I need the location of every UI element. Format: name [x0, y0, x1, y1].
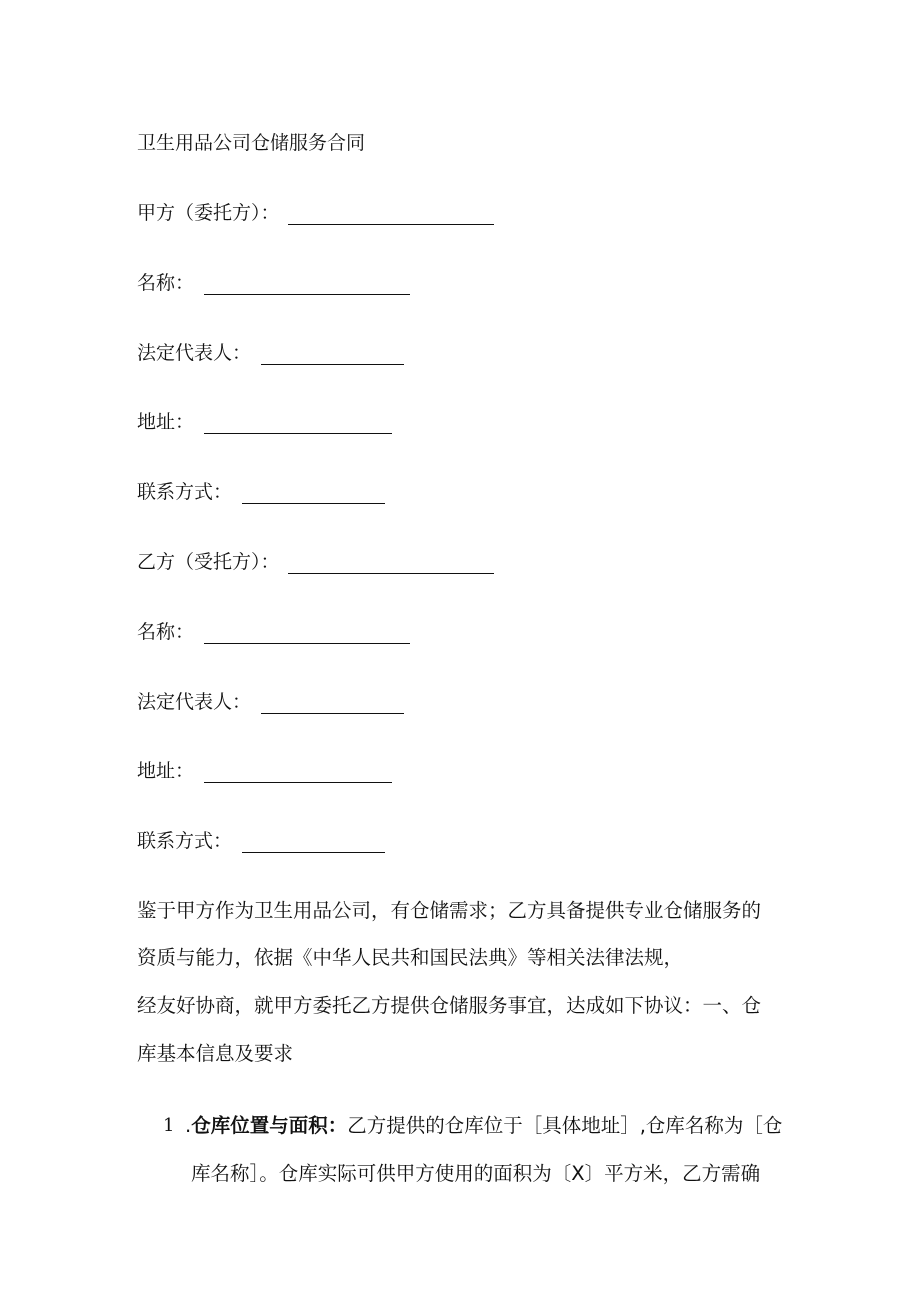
party-b-contact-row [137, 829, 385, 853]
document-title: 卫生用品公司仓储服务合同 [137, 132, 366, 154]
party-a-address-label: 地址： [137, 411, 195, 433]
party-a-heading-row [137, 201, 494, 225]
preamble-line-1: 鉴于甲方作为卫生用品公司，有仓储需求；乙方具备提供专业仓储服务的 [137, 899, 762, 922]
party-b-name-label: 名称： [137, 621, 195, 643]
party-a-rep-label: 法定代表人： [137, 342, 252, 364]
clause-1-line-1-text: 乙方提供的仓库位于［具体地址］,仓库名称为［仓 [347, 1114, 783, 1137]
party-a-rep-row [137, 341, 404, 365]
party-a-contact-label: 联系方式： [137, 481, 233, 503]
party-b-address-label: 地址： [137, 760, 195, 782]
party-b-name-row [137, 620, 410, 644]
party-a-contact-row [137, 480, 385, 504]
party-a-heading: 甲方（委托方）： [137, 202, 280, 224]
party-a-name-blank[interactable] [204, 276, 410, 295]
preamble-line-3: 经友好协商，就甲方委托乙方提供仓储服务事宜，达成如下协议：一、仓 [137, 994, 762, 1017]
party-b-blank[interactable] [288, 555, 494, 574]
party-a-address-row [137, 410, 392, 434]
party-a-rep-blank[interactable] [261, 346, 404, 365]
preamble-line-2: 资质与能力，依据《中华人民共和国民法典》等相关法律法规， [137, 946, 684, 969]
party-a-address-blank[interactable] [204, 415, 392, 434]
party-b-address-row [137, 759, 392, 783]
party-b-rep-blank[interactable] [261, 695, 404, 714]
party-b-heading-row [137, 550, 494, 574]
party-b-contact-blank[interactable] [242, 834, 385, 853]
party-b-heading: 乙方（受托方）： [137, 551, 280, 573]
clause-1-heading: 仓库位置与面积： [191, 1114, 348, 1137]
party-b-rep-row [137, 690, 404, 714]
party-a-blank[interactable] [288, 206, 494, 225]
clause-1-dot: . [185, 1114, 192, 1137]
party-a-name-label: 名称： [137, 272, 195, 294]
party-a-contact-blank[interactable] [242, 485, 385, 504]
clause-1-line-2: 库名称］。仓库实际可供甲方使用的面积为〔X〕平方米，乙方需确 [191, 1162, 761, 1185]
preamble-line-4: 库基本信息及要求 [137, 1042, 294, 1065]
clause-1-line-1 [185, 1114, 782, 1138]
party-b-address-blank[interactable] [204, 764, 392, 783]
party-b-name-blank[interactable] [204, 625, 410, 644]
party-a-name-row [137, 271, 410, 295]
clause-1-number: 1 [163, 1115, 175, 1136]
party-b-rep-label: 法定代表人： [137, 691, 252, 713]
party-b-contact-label: 联系方式： [137, 830, 233, 852]
